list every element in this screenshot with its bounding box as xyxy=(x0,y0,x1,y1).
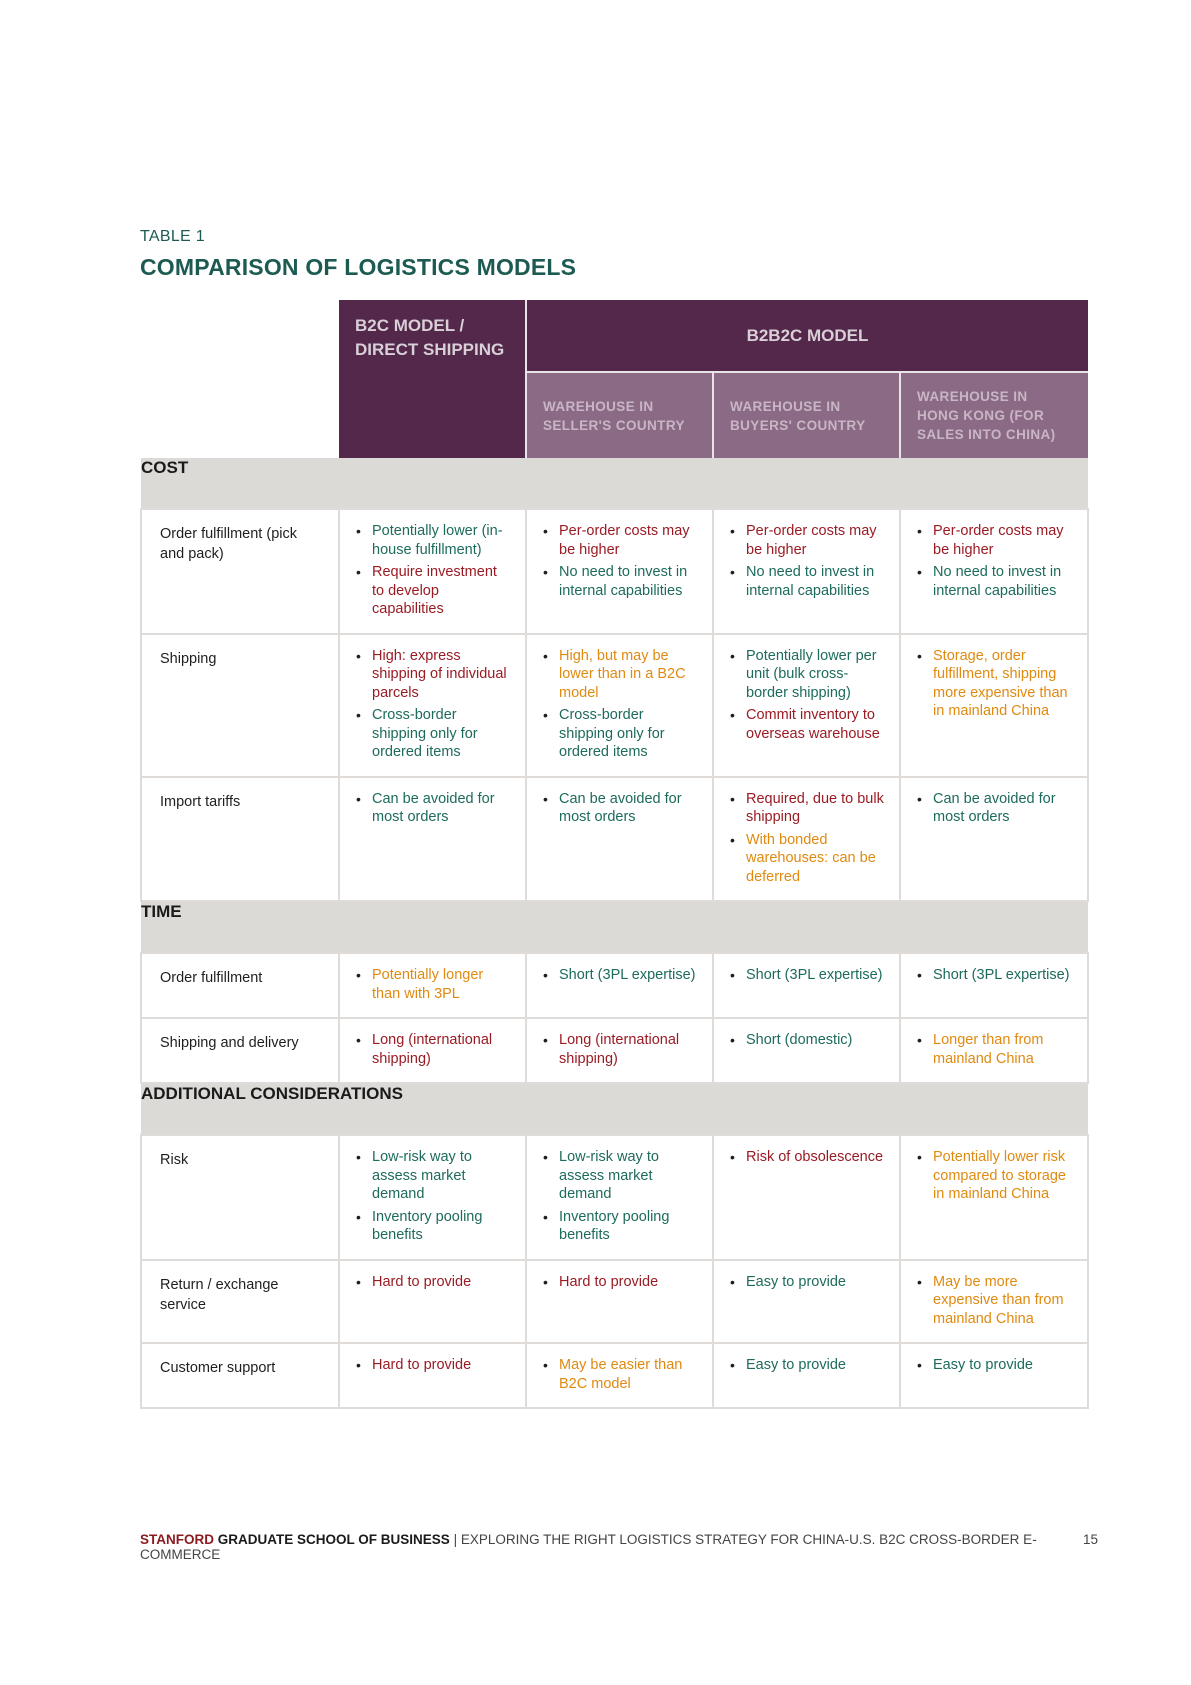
table-cell xyxy=(526,953,713,1018)
table-cell xyxy=(526,1343,713,1408)
bullet-item: • May be easier than B2C model xyxy=(559,1356,700,1393)
bullet-item: • Easy to provide xyxy=(746,1356,887,1375)
section-row xyxy=(141,901,1088,953)
table-caption: TABLE 1 xyxy=(140,228,205,245)
row-label: Shipping xyxy=(141,634,339,777)
bullet-item: • Easy to provide xyxy=(933,1356,1075,1375)
header-warehouse-buyer: WAREHOUSE IN BUYERS' COUNTRY xyxy=(713,372,900,458)
bullet-item: • Inventory pooling benefits xyxy=(559,1208,700,1245)
bullet-list xyxy=(539,647,700,762)
bullet-item: • Short (domestic) xyxy=(746,1031,887,1050)
bullet-item: • Low-risk way to assess market demand xyxy=(372,1148,513,1204)
header-blank-corner xyxy=(141,300,339,458)
bullet-list xyxy=(352,647,513,762)
bullet-item: • Per-order costs may be higher xyxy=(746,522,887,559)
bullet-list xyxy=(913,1031,1075,1068)
table-cell xyxy=(900,1018,1088,1083)
table-cell xyxy=(713,1135,900,1260)
bullet-item: • Cross-border shipping only for ordered items xyxy=(372,706,513,762)
bullet-list xyxy=(352,966,513,1003)
bullet-item: • Potentially longer than with 3PL xyxy=(372,966,513,1003)
table-row xyxy=(141,1135,1088,1260)
bullet-list xyxy=(352,1356,513,1375)
bullet-list xyxy=(352,522,513,619)
bullet-list xyxy=(726,1273,887,1292)
bullet-item: • Risk of obsolescence xyxy=(746,1148,887,1167)
table-cell xyxy=(526,1260,713,1344)
bullet-item: • Per-order costs may be higher xyxy=(933,522,1075,559)
bullet-list xyxy=(726,647,887,744)
bullet-item: • Can be avoided for most orders xyxy=(559,790,700,827)
header-warehouse-seller: WAREHOUSE IN SELLER'S COUNTRY xyxy=(526,372,713,458)
table-row xyxy=(141,509,1088,634)
bullet-item: • Hard to provide xyxy=(559,1273,700,1292)
bullet-item: • Long (international shipping) xyxy=(372,1031,513,1068)
bullet-list xyxy=(913,1148,1075,1204)
table-cell xyxy=(526,509,713,634)
table-row xyxy=(141,634,1088,777)
table-cell xyxy=(900,634,1088,777)
bullet-item: • Hard to provide xyxy=(372,1356,513,1375)
bullet-list xyxy=(352,1148,513,1245)
bullet-item: • High, but may be lower than in a B2C model xyxy=(559,647,700,703)
bullet-item: • Commit inventory to overseas warehouse xyxy=(746,706,887,743)
bullet-list xyxy=(352,1031,513,1068)
table-cell xyxy=(526,1135,713,1260)
bullet-list xyxy=(352,1273,513,1292)
table-cell xyxy=(900,953,1088,1018)
bullet-list xyxy=(726,1148,887,1167)
footer-subtitle: EXPLORING THE RIGHT LOGISTICS STRATEGY FOR CHINA-U.S. B2C CROSS-BORDER E-COMMERCE xyxy=(140,1532,1037,1562)
bullet-item: • High: express shipping of individual parcels xyxy=(372,647,513,703)
table-cell xyxy=(900,1343,1088,1408)
footer-separator: | xyxy=(453,1532,458,1547)
bullet-list xyxy=(539,1356,700,1393)
footer-school: GRADUATE SCHOOL OF BUSINESS xyxy=(217,1532,450,1547)
table-cell xyxy=(526,1018,713,1083)
page-footer xyxy=(140,1532,1090,1562)
bullet-item: • Potentially lower per unit (bulk cross-border shipping) xyxy=(746,647,887,703)
table-cell xyxy=(713,509,900,634)
header-b2c-model: B2C MODEL / DIRECT SHIPPING xyxy=(339,300,526,458)
table-header xyxy=(141,300,1088,458)
bullet-item: • Storage, order fulfillment, shipping more expensive than in mainland China xyxy=(933,647,1075,721)
table-cell xyxy=(713,1018,900,1083)
table-row xyxy=(141,1343,1088,1408)
footer-stanford: STANFORD xyxy=(140,1532,214,1547)
bullet-item: • Cross-border shipping only for ordered items xyxy=(559,706,700,762)
row-label: Order fulfillment xyxy=(141,953,339,1018)
table-row xyxy=(141,1260,1088,1344)
bullet-list xyxy=(913,1273,1075,1329)
table-title: COMPARISON OF LOGISTICS MODELS xyxy=(140,254,577,280)
bullet-item: • Per-order costs may be higher xyxy=(559,522,700,559)
bullet-list xyxy=(913,790,1075,827)
bullet-item: • Easy to provide xyxy=(746,1273,887,1292)
table-cell xyxy=(713,634,900,777)
table-row xyxy=(141,1018,1088,1083)
bullet-item: • Potentially lower risk compared to storage in mainland China xyxy=(933,1148,1075,1204)
bullet-list xyxy=(539,1273,700,1292)
bullet-list xyxy=(539,790,700,827)
table-cell xyxy=(900,777,1088,902)
bullet-item: • Short (3PL expertise) xyxy=(746,966,887,985)
section-row xyxy=(141,1083,1088,1135)
bullet-item: • Inventory pooling benefits xyxy=(372,1208,513,1245)
row-label: Customer support xyxy=(141,1343,339,1408)
bullet-item: • May be more expensive than from mainland China xyxy=(933,1273,1075,1329)
bullet-item: • With bonded warehouses: can be deferred xyxy=(746,831,887,887)
bullet-item: • Required, due to bulk shipping xyxy=(746,790,887,827)
section-title: TIME xyxy=(141,901,1088,953)
bullet-item: • No need to invest in internal capabilities xyxy=(933,563,1075,600)
bullet-item: • Can be avoided for most orders xyxy=(933,790,1075,827)
table-cell xyxy=(339,1343,526,1408)
bullet-list xyxy=(726,522,887,600)
table-cell xyxy=(900,1135,1088,1260)
bullet-item: • Short (3PL expertise) xyxy=(933,966,1075,985)
section-title: COST xyxy=(141,458,1088,509)
bullet-list xyxy=(913,522,1075,600)
bullet-list xyxy=(913,1356,1075,1375)
bullet-item: • Can be avoided for most orders xyxy=(372,790,513,827)
table-cell xyxy=(339,509,526,634)
row-label: Shipping and delivery xyxy=(141,1018,339,1083)
table-cell xyxy=(339,1260,526,1344)
bullet-list xyxy=(726,1356,887,1375)
table-cell xyxy=(713,953,900,1018)
bullet-list xyxy=(539,1031,700,1068)
bullet-item: • Short (3PL expertise) xyxy=(559,966,700,985)
table-cell xyxy=(339,777,526,902)
bullet-item: • No need to invest in internal capabilities xyxy=(559,563,700,600)
section-title: ADDITIONAL CONSIDERATIONS xyxy=(141,1083,1088,1135)
table-body xyxy=(141,458,1088,1408)
table-cell xyxy=(339,634,526,777)
bullet-list xyxy=(913,647,1075,721)
bullet-item: • Longer than from mainland China xyxy=(933,1031,1075,1068)
bullet-list xyxy=(539,522,700,600)
bullet-list xyxy=(539,966,700,985)
table-cell xyxy=(526,777,713,902)
row-label: Risk xyxy=(141,1135,339,1260)
row-label: Import tariffs xyxy=(141,777,339,902)
table-cell xyxy=(713,1343,900,1408)
section-row xyxy=(141,458,1088,509)
logistics-comparison-table xyxy=(140,300,1089,1409)
table-cell xyxy=(900,509,1088,634)
bullet-item: • Hard to provide xyxy=(372,1273,513,1292)
bullet-item: • Require investment to develop capabilities xyxy=(372,563,513,619)
table-cell xyxy=(713,777,900,902)
bullet-item: • Low-risk way to assess market demand xyxy=(559,1148,700,1204)
bullet-list xyxy=(352,790,513,827)
page-number: 15 xyxy=(1083,1532,1099,1547)
bullet-list xyxy=(726,966,887,985)
table-row xyxy=(141,777,1088,902)
table-cell xyxy=(339,1135,526,1260)
bullet-list xyxy=(726,790,887,887)
row-label: Return / exchange service xyxy=(141,1260,339,1344)
table-cell xyxy=(339,953,526,1018)
table-row xyxy=(141,953,1088,1018)
header-warehouse-hongkong: WAREHOUSE IN HONG KONG (FOR SALES INTO CHINA) xyxy=(900,372,1088,458)
row-label: Order fulfillment (pick and pack) xyxy=(141,509,339,634)
bullet-item: • No need to invest in internal capabilities xyxy=(746,563,887,600)
header-b2b2c-model: B2B2C MODEL xyxy=(526,300,1088,372)
bullet-list xyxy=(539,1148,700,1245)
table-cell xyxy=(900,1260,1088,1344)
table-cell xyxy=(713,1260,900,1344)
bullet-item: • Long (international shipping) xyxy=(559,1031,700,1068)
bullet-item: • Potentially lower (in-house fulfillment) xyxy=(372,522,513,559)
table-cell xyxy=(339,1018,526,1083)
table-cell xyxy=(526,634,713,777)
bullet-list xyxy=(913,966,1075,985)
bullet-list xyxy=(726,1031,887,1050)
